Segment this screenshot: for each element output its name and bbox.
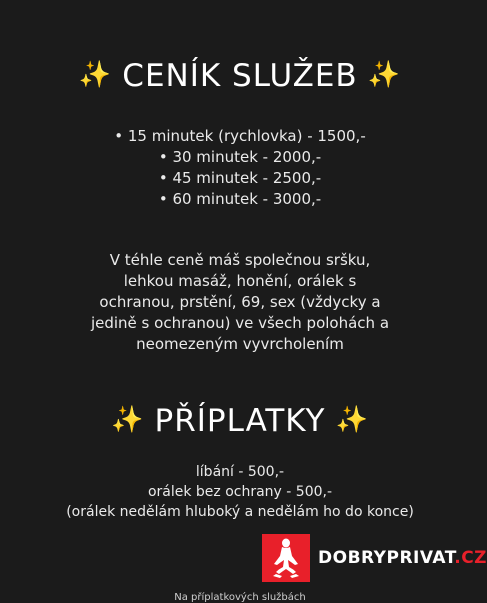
watermark-name: DOBRYPRIVAT — [318, 548, 455, 568]
sparkles-icon: ✨ — [335, 405, 369, 435]
surcharges-title — [0, 403, 480, 439]
surcharge-note: (orálek nedělám hluboký a nedělám ho do konce) — [66, 504, 414, 520]
surcharges-title-text: PŘÍPLATKY — [154, 403, 326, 439]
surcharge-item: líbání - 500,- — [195, 464, 285, 480]
included-line: ochranou, prstění, 69, sex (vždycky a — [99, 293, 381, 311]
sparkles-icon: ✨ — [111, 405, 145, 435]
included-line: V téhle ceně máš společnou sršku, — [109, 251, 371, 269]
sparkles-icon: ✨ — [367, 60, 402, 90]
watermark-suffix: .CZ — [454, 548, 487, 568]
watermark-text — [318, 548, 487, 568]
price-item: • 30 minutek - 2000,- — [40, 147, 440, 168]
pricing-title — [0, 58, 480, 94]
sparkles-icon: ✨ — [78, 60, 113, 90]
price-list — [40, 126, 440, 210]
price-item: • 60 minutek - 3000,- — [40, 189, 440, 210]
price-item: • 45 minutek - 2500,- — [40, 168, 440, 189]
watermark-logo-icon — [262, 534, 310, 582]
included-line: jedině s ochranou) ve všech polohách a — [90, 314, 390, 332]
pricing-title-text: CENÍK SLUŽEB — [122, 58, 358, 94]
surcharge-list — [40, 462, 440, 522]
site-watermark — [262, 534, 487, 582]
included-line: lehkou masáž, honění, orálek s — [123, 272, 357, 290]
surcharge-item: orálek bez ochrany - 500,- — [147, 484, 333, 500]
footer-partial-text: Na příplatkových službách — [174, 592, 306, 603]
price-item: • 15 minutek (rychlovka) - 1500,- — [40, 126, 440, 147]
included-services-text — [40, 250, 440, 355]
included-line: neomezeným vyvrcholením — [136, 335, 344, 353]
